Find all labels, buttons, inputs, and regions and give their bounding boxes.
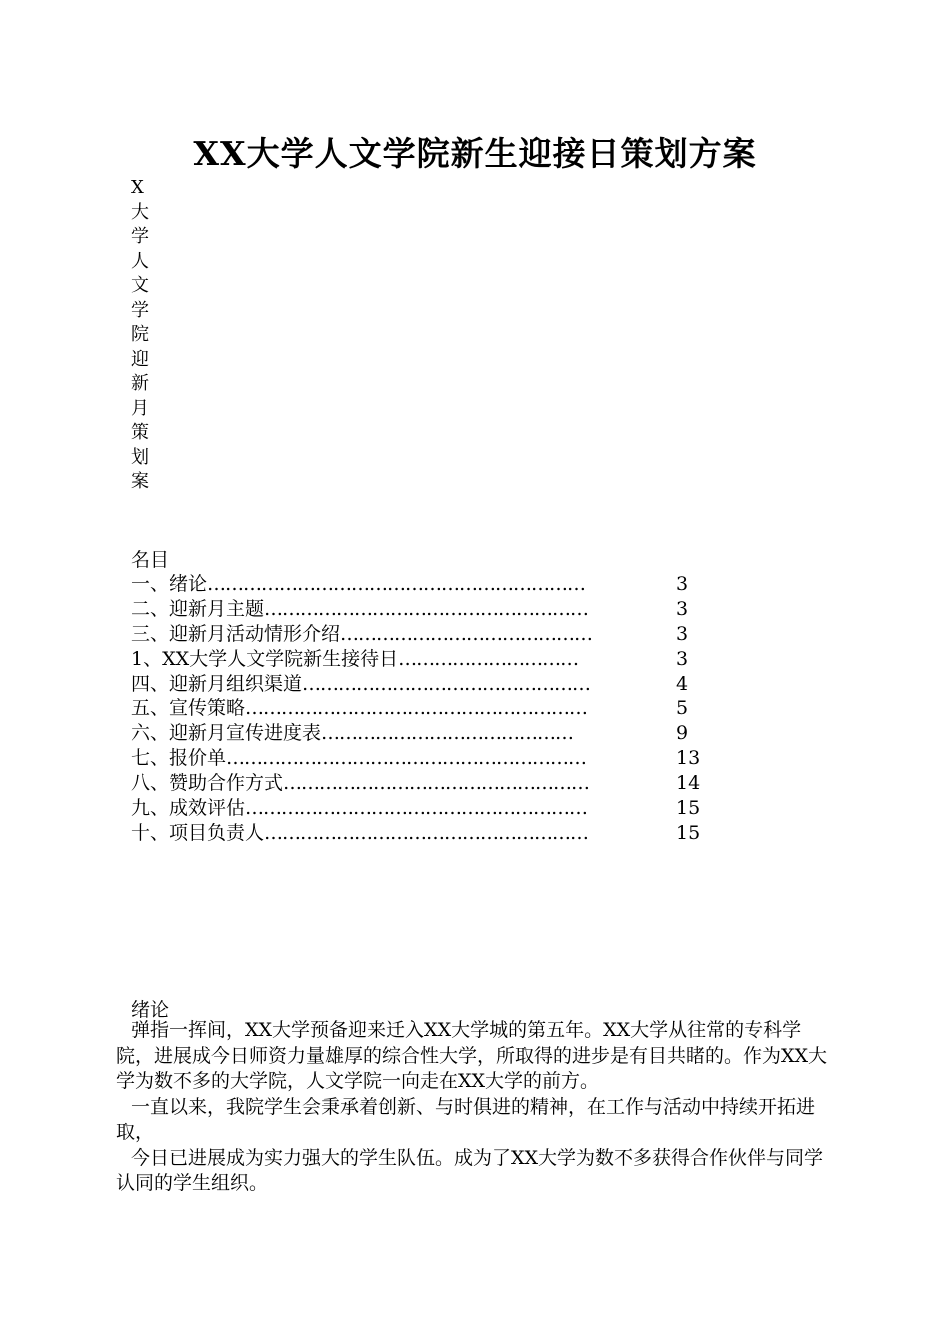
vertical-char: 新 bbox=[131, 373, 149, 394]
toc-leader: ………………………………………………… bbox=[245, 797, 588, 820]
toc-entry[interactable] bbox=[131, 696, 711, 721]
toc-label: 二、迎新月主题 bbox=[131, 597, 265, 620]
vertical-char: 月 bbox=[131, 397, 149, 419]
toc-label: 八、赞助合作方式 bbox=[131, 772, 284, 795]
vertical-char: 文 bbox=[131, 275, 149, 296]
toc-leader: …………………………………… bbox=[321, 722, 574, 745]
toc-leader: ……………………………………………… bbox=[264, 821, 589, 844]
toc-page-number: 9 bbox=[676, 722, 689, 745]
vertical-char: 学 bbox=[131, 226, 149, 247]
vertical-char: X bbox=[131, 177, 144, 198]
table-of-contents bbox=[131, 572, 711, 846]
toc-label: 四、迎新月组织渠道 bbox=[131, 672, 303, 695]
toc-page-number: 14 bbox=[676, 772, 701, 795]
paragraph: 弹指一挥间，XX大学预备迎来迁入XX大学城的第五年。XX大学从往常的专科学院，进展成今日师资力量雄厚的综合性大学，所取得的进步是有目共睹的。作为XX大学为数不多的大学院，人文学院一向走在XX大学的前方。 bbox=[116, 1019, 828, 1092]
toc-page-number: 15 bbox=[676, 797, 701, 820]
toc-entry[interactable] bbox=[131, 647, 711, 672]
vertical-char: 大 bbox=[131, 201, 149, 223]
toc-page-number: 4 bbox=[676, 672, 689, 695]
toc-leader: ………………………………………………… bbox=[245, 697, 588, 720]
document-title: XX大学人文学院新生迎接日策划方案 bbox=[193, 134, 757, 173]
toc-leader: ……………………………………………… bbox=[264, 597, 589, 620]
toc-heading: 名目 bbox=[131, 549, 170, 571]
toc-entry[interactable] bbox=[131, 771, 711, 796]
vertical-char: 人 bbox=[131, 250, 149, 272]
toc-entry[interactable] bbox=[131, 597, 711, 622]
vertical-char: 学 bbox=[131, 299, 149, 321]
section-heading: 绪论 bbox=[131, 999, 170, 1021]
toc-page-number: 5 bbox=[676, 697, 689, 720]
toc-page-number: 3 bbox=[676, 573, 689, 595]
toc-label: 五、宣传策略 bbox=[131, 697, 246, 720]
toc-label: 七、报价单 bbox=[131, 747, 227, 770]
toc-leader: ………………………… bbox=[398, 647, 579, 670]
toc-label: 三、迎新月活动情形介绍 bbox=[131, 622, 341, 645]
toc-label: 九、成效评估 bbox=[131, 797, 246, 820]
vertical-char: 划 bbox=[131, 446, 149, 468]
toc-label: 一、绪论 bbox=[131, 573, 208, 595]
paragraph: 一直以来，我院学生会秉承着创新、与时俱进的精神，在工作与活动中持续开拓进取， bbox=[116, 1095, 816, 1143]
toc-page-number: 3 bbox=[676, 597, 689, 620]
toc-page-number: 3 bbox=[676, 647, 689, 670]
toc-page-number: 13 bbox=[676, 747, 701, 770]
toc-entry[interactable] bbox=[131, 746, 711, 771]
toc-leader: …………………………………………… bbox=[283, 772, 590, 795]
toc-entry[interactable] bbox=[131, 622, 711, 647]
toc-page-number: 3 bbox=[676, 622, 689, 645]
body-text bbox=[116, 1018, 828, 1197]
toc-page-number: 15 bbox=[676, 821, 701, 844]
toc-entry[interactable] bbox=[131, 796, 711, 821]
toc-leader: ………………………………………… bbox=[302, 672, 591, 695]
toc-entry[interactable] bbox=[131, 572, 711, 597]
toc-label: 十、项目负责人 bbox=[131, 821, 265, 844]
vertical-char: 院 bbox=[131, 324, 149, 345]
toc-entry[interactable] bbox=[131, 672, 711, 697]
toc-label: 六、迎新月宣传进度表 bbox=[131, 722, 322, 745]
vertical-title bbox=[131, 176, 157, 495]
vertical-char: 迎 bbox=[131, 348, 149, 370]
toc-entry[interactable] bbox=[131, 721, 711, 746]
vertical-char: 策 bbox=[131, 422, 149, 443]
paragraph: 今日已进展成为实力强大的学生队伍。成为了XX大学为数不多获得合作伙伴与同学认同的学生组织。 bbox=[116, 1146, 824, 1194]
toc-label: 1、XX大学人文学院新生接待日 bbox=[131, 647, 399, 670]
toc-entry[interactable] bbox=[131, 821, 711, 846]
vertical-char: 案 bbox=[131, 471, 149, 492]
toc-leader: …………………………………… bbox=[340, 622, 593, 645]
toc-leader: …………………………………………………… bbox=[226, 747, 587, 770]
toc-leader: ……………………………………………………… bbox=[207, 573, 586, 595]
